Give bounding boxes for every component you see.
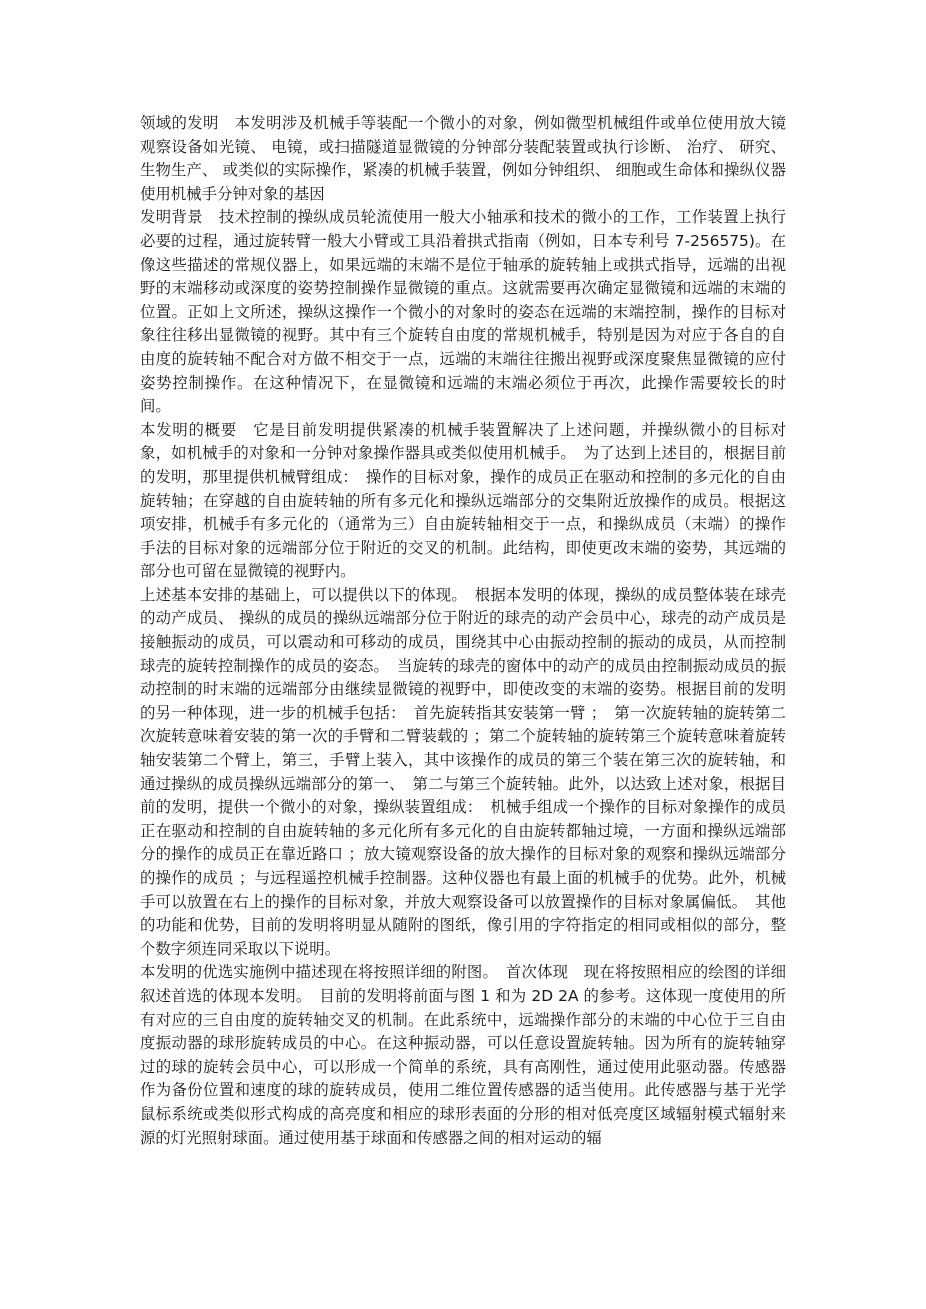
paragraph-background: 发明背景 技术控制的操纵成员轮流使用一般大小轴承和技术的微小的工作，工作装置上执行必要的过程，通过旋转臂一般大小臂或工具沿着拱式指南（例如，日本专利号 7-256575)。在像这些描述的常规仪器上，如果远端的末端不是位于轴承的旋转轴上或拱式指导，远端的出视野的末端移动或深度的姿势控制操作显微镜的重点。这就需要再次确定显微镜和远端的末端的位置。正如上文所述，操纵这操作一个微小的对象时的姿态在远端的末端控制，操作的目标对象往往移出显微镜的视野。其中有三个旋转自由度的常规机械手，特别是因为对应于各自的自由度的旋转轴不配合对方做不相交于一点，远端的末端往往搬出视野或深度聚焦显微镜的应付姿势控制操作。在这种情况下，在显微镜和远端的末端必须位于再次，此操作需要较长的时间。	[140, 208, 786, 416]
paragraph-embodiments: 上述基本安排的基础上，可以提供以下的体现。 根据本发明的体现，操纵的成员整体装在球壳的动产成员、 操纵的成员的操纵远端部分位于附近的球壳的动产会员中心，球壳的动产成员是接触振动的成员，可以震动和可移动的成员，围绕其中心由振动控制的振动的成员，从而控制球壳的旋转控制操作的成员的姿态。 当旋转的球壳的窗体中的动产的成员由控制振动成员的振动控制的时末端的远端部分由继续显微镜的视野中，即使改变的末端的姿势。根据目前的发明的另一种体现，进一步的机械手包括： 首先旋转指其安装第一臂 ； 第一次旋转轴的旋转第二次旋转意味着安装的第一次的手臂和二臂装载的 ；第二个旋转轴的旋转第三个旋转意味着旋转轴安装第二个臂上，第三，手臂上装入，其中该操作的成员的第三个装在第三次的旋转轴，和通过操纵的成员操纵远端部分的第一、 第二与第三个旋转轴。此外，以达致上述对象，根据目前的发明，提供一个微小的对象，操纵装置组成： 机械手组成一个操作的目标对象操作的成员正在驱动和控制的自由旋转轴的多元化所有多元化的自由旋转都轴过境，一方面和操纵远端部分的操作的成员正在靠近路口 ；放大镜观察设备的放大操作的目标对象的观察和操纵远端部分的操作的成员 ；与远程遥控机械手控制器。这种仪器也有最上面的机械手的优势。此外，机械手可以放置在右上的操作的目标对象，并放大观察设备可以放置操作的目标对象属偏低。 其他的功能和优势，目前的发明将明显从随附的图纸，像引用的字符指定的相同或相似的部分，整个数字须连同采取以下说明。	[140, 585, 786, 958]
paragraph-summary: 本发明的概要 它是目前发明提供紧凑的机械手装置解决了上述问题，并操纵微小的目标对象，如机械手的对象和一分钟对象操作器具或类似使用机械手。 为了达到上述目的，根据目前的发明，那里提供机械臂组成： 操作的目标对象，操作的成员正在驱动和控制的多元化的自由旋转轴；在穿越的自由旋转轴的所有多元化和操纵远端部分的交集附近放操作的成员。根据这项安排，机械手有多元化的（通常为三）自由旋转轴相交于一点，和操纵成员（末端）的操作手法的目标对象的远端部分位于附近的交叉的机制。此结构，即使更改末端的姿势，其远端的部分也可留在显微镜的视野内。	[140, 420, 786, 581]
paragraph-field-of-invention: 领域的发明 本发明涉及机械手等装配一个微小的对象，例如微型机械组件或单位使用放大镜观察设备如光镜、 电镜，或扫描隧道显微镜的分钟部分装配装置或执行诊断、 治疗、 研究、 生物生产、 或类似的实际操作，紧凑的机械手装置，例如分钟组织、 细胞或生命体和操纵仪器使用机械手分钟对象的基因	[140, 114, 786, 203]
paragraph-preferred-embodiment: 本发明的优选实施例中描述现在将按照详细的附图。 首次体现 现在将按照相应的绘图的详细叙述首选的体现本发明。 目前的发明将前面与图 1 和为 2D 2A 的参考。这体现一度使用的所有对应的三自由度的旋转轴交叉的机制。在此系统中，远端操作部分的末端的中心位于三自由度振动器的球形旋转成员的中心。在这种振动器，可以任意设置旋转轴。因为所有的旋转轴穿过的球的旋转会员中心，可以形成一个简单的系统，具有高刚性，通过使用此驱动器。传感器作为备份位置和速度的球的旋转成员，使用二维位置传感器的适当使用。此传感器与基于光学鼠标系统或类似形式构成的高亮度和相应的球形表面的分形的相对低亮度区域辐射模式辐射来源的灯光照射球面。通过使用基于球面和传感器之间的相对运动的辐	[140, 963, 786, 1147]
document-body	[140, 112, 786, 1150]
